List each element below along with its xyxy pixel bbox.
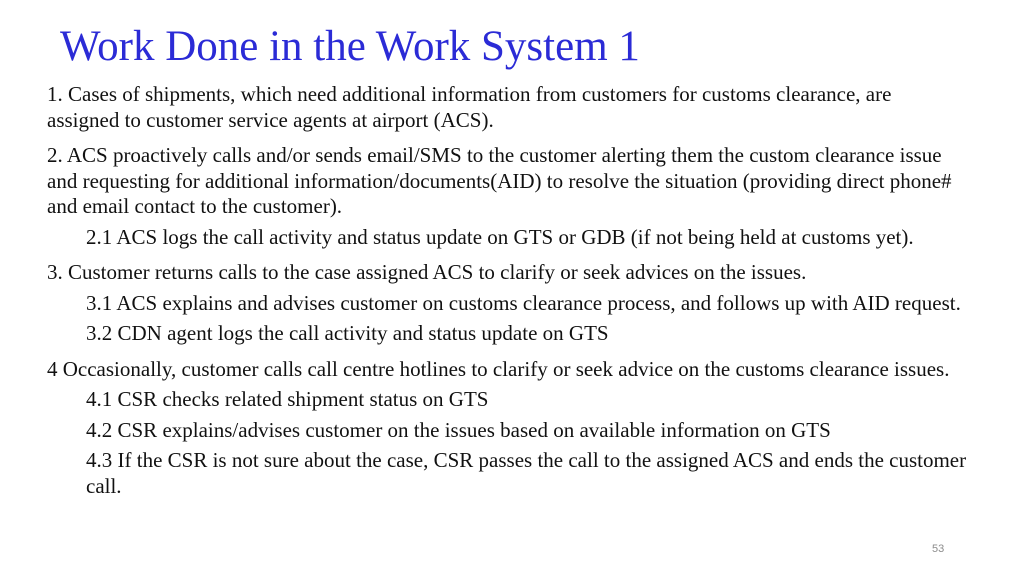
list-item: 1. Cases of shipments, which need additional information from customers for customs clearance, are assigned to customer service agents at airport (ACS). <box>47 82 892 132</box>
list-item: 4.3 If the CSR is not sure about the case, CSR passes the call to the assigned ACS and ends the customer call. <box>86 448 967 498</box>
list-item: 3.1 ACS explains and advises customer on customs clearance process, and follows up with AID request. <box>86 290 961 315</box>
slide-body <box>47 82 967 499</box>
slide-title: Work Done in the Work System 1 <box>60 23 640 70</box>
list-item: 4.2 CSR explains/advises customer on the issues based on available information on GTS <box>86 417 831 442</box>
list-item: 2.1 ACS logs the call activity and status update on GTS or GDB (if not being held at customs yet). <box>86 224 914 249</box>
list-item: 4 Occasionally, customer calls call centre hotlines to clarify or seek advice on the customs clearance issues. <box>47 356 950 381</box>
list-item: 3. Customer returns calls to the case assigned ACS to clarify or seek advices on the issues. <box>47 260 807 284</box>
list-item: 4.1 CSR checks related shipment status on GTS <box>86 387 489 411</box>
slide-number: 53 <box>932 543 945 555</box>
list-item: 3.2 CDN agent logs the call activity and status update on GTS <box>86 321 609 345</box>
list-item: 2. ACS proactively calls and/or sends email/SMS to the customer alerting them the custom clearance issue and requesting for additional information/documents(AID) to resolve the situation (providing direct phone# and email contact to the customer). <box>47 143 952 218</box>
